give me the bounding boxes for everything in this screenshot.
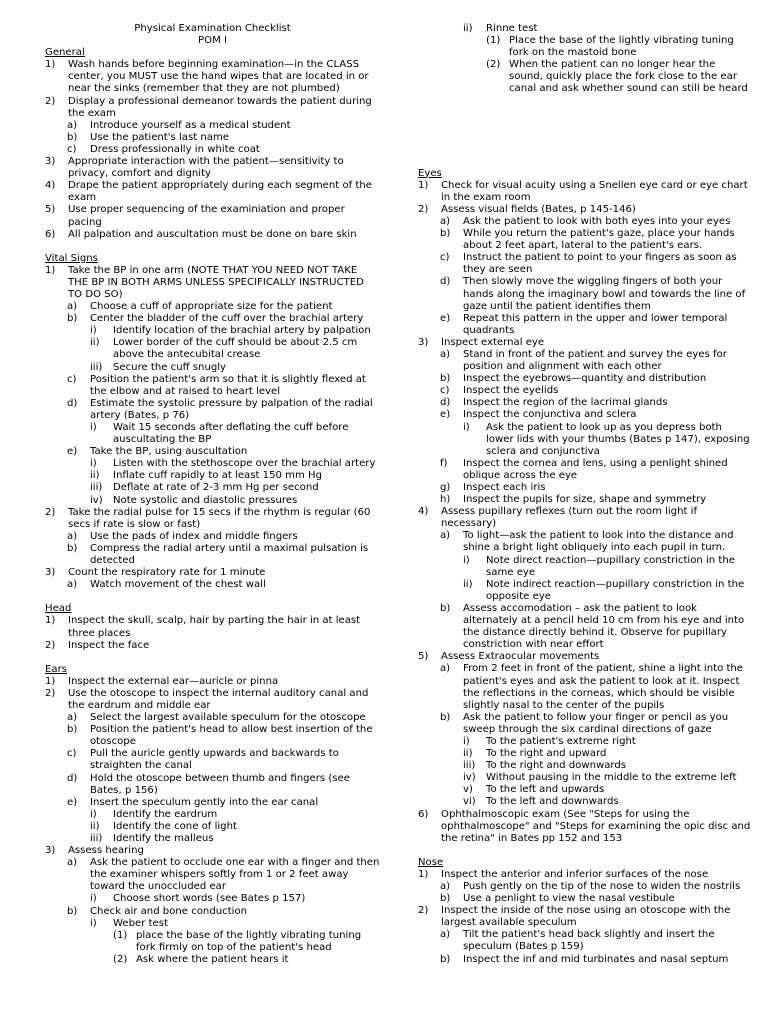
list-item-marker: b)	[440, 373, 451, 385]
list-item-marker: b)	[440, 893, 451, 905]
list-item	[418, 663, 752, 711]
spacer	[45, 241, 380, 253]
list-item-text: Repeat this pattern in the upper and lower temporal quadrants	[463, 312, 728, 336]
list-item-text: Use a penlight to view the nasal vestibule	[463, 893, 675, 905]
list-item-text: Inspect the skull, scalp, hair by parting the hair in at least three places	[68, 615, 361, 639]
list-item-text: Take the BP, using auscultation	[90, 446, 248, 458]
right-column-body	[418, 23, 752, 966]
list-item-text: Without pausing in the middle to the extreme left	[486, 772, 737, 784]
list-item-marker: 6)	[45, 228, 56, 240]
list-item-text: Drape the patient appropriately during each segment of the exam	[68, 180, 372, 204]
list-item	[45, 640, 380, 652]
list-item-text: Dress professionally in white coat	[90, 143, 260, 155]
list-item-text: Inspect the eyelids	[463, 385, 559, 397]
list-item-marker: i)	[463, 735, 470, 747]
list-item-marker: 2)	[418, 203, 429, 215]
list-item	[418, 712, 752, 736]
list-item-marker: a)	[440, 348, 451, 360]
list-item-text: Identify the cone of light	[113, 820, 237, 832]
list-item	[418, 869, 752, 881]
list-item	[418, 954, 752, 966]
list-item	[418, 482, 752, 494]
list-item-text: While you return the patient's gaze, place your hands about 2 feet apart, lateral to the patient's ears.	[463, 228, 735, 252]
list-item-marker: 4)	[45, 180, 56, 192]
list-item-marker: 2)	[45, 506, 56, 518]
list-item-text: Compress the radial artery until a maximal pulsation is detected	[90, 542, 369, 567]
list-item	[45, 845, 380, 857]
spacer	[418, 96, 752, 108]
list-item-marker: a)	[440, 881, 451, 892]
list-item-text: Weber test	[113, 917, 168, 929]
list-item-marker: (2)	[113, 953, 128, 965]
spacer	[418, 120, 752, 132]
list-item-text: Note systolic and diastolic pressures	[113, 494, 298, 506]
list-item-text: Ask the patient to look up as you depress both lower lids with your thumbs (Bates p 147), exposing sclera and conjunctiva	[486, 421, 750, 457]
list-item-text: Use the patient's last name	[90, 131, 230, 143]
list-item	[418, 422, 752, 458]
list-item-marker: a)	[440, 929, 451, 941]
list-item	[418, 337, 752, 349]
list-item	[418, 760, 752, 772]
list-item-marker: iii)	[90, 361, 103, 373]
list-item-marker: i)	[463, 421, 470, 433]
list-item	[45, 96, 380, 120]
list-item-marker: c)	[440, 385, 450, 397]
list-item-text: Check for visual acuity using a Snellen eye card or eye chart in the exam room	[441, 179, 748, 203]
list-item-marker: d)	[67, 772, 78, 784]
list-item-text: Listen with the stethoscope over the brachial artery	[113, 458, 376, 470]
list-item-marker: d)	[67, 397, 78, 409]
list-item	[418, 603, 752, 651]
list-item-text: Choose a cuff of appropriate size for the patient	[90, 301, 333, 313]
list-item	[418, 748, 752, 760]
list-item	[418, 651, 752, 663]
list-item-marker: f)	[440, 457, 448, 469]
list-item	[418, 409, 752, 421]
list-item	[418, 216, 752, 228]
list-item	[45, 797, 380, 809]
list-item-marker: b)	[67, 724, 78, 736]
list-item-marker: ii)	[90, 820, 100, 832]
list-item	[45, 918, 380, 930]
list-item-text: Identify the malleus	[113, 833, 214, 844]
list-item-text: Lower border of the cuff should be about 2.5 cm above the antecubital crease	[113, 337, 358, 361]
list-item-text: Inspect the anterior and inferior surfaces of the nose	[441, 868, 709, 880]
list-item	[418, 252, 752, 276]
list-item-text: Count the respiratory rate for 1 minute	[68, 567, 266, 579]
list-item-text: Use the otoscope to inspect the internal auditory canal and the eardrum and middle ear	[68, 687, 369, 711]
right-column	[418, 23, 752, 966]
list-item-marker: i)	[90, 808, 97, 820]
list-item-marker: iv)	[463, 772, 476, 784]
list-item	[418, 929, 752, 953]
list-item-text: Pull the auricle gently upwards and backwards to straighten the canal	[90, 748, 339, 772]
list-item-marker: b)	[67, 905, 78, 917]
list-item-marker: i)	[90, 893, 97, 905]
list-item-text: Inspect external eye	[441, 336, 545, 348]
list-item-text: Insert the speculum gently into the ear canal	[90, 796, 319, 808]
list-item-marker: 4)	[418, 506, 429, 518]
list-item-marker: e)	[440, 409, 451, 421]
list-item	[418, 736, 752, 748]
list-item-text: From 2 feet in front of the patient, shine a light into the patient's eyes and ask the patient to look at it. Inspect the reflections in the corneas, which should be visible slightly nasal to the center of the pupils	[463, 663, 744, 711]
list-item-text: Inflate cuff rapidly to at least 150 mm Hg	[113, 470, 323, 482]
list-item-marker: v)	[463, 784, 473, 796]
list-item-text: Hold the otoscope between thumb and fingers (see Bates, p 156)	[90, 772, 350, 796]
list-item-text: Use proper sequencing of the examiniation and proper pacing	[68, 204, 345, 228]
list-item	[45, 362, 380, 374]
list-item-marker: b)	[440, 953, 451, 965]
list-item	[418, 893, 752, 905]
list-item	[418, 809, 752, 845]
list-item	[45, 543, 380, 567]
list-item-text: Inspect the pupils for size, shape and symmetry	[463, 494, 707, 506]
list-item	[45, 930, 380, 954]
list-item-marker: (1)	[486, 35, 501, 47]
list-item-text: Ask the patient to occlude one ear with a finger and then the examiner whispers softly from 1 or 2 feet away toward the unoccluded ear	[90, 857, 380, 893]
list-item-marker: a)	[67, 530, 78, 542]
list-item	[45, 337, 380, 361]
list-item-text: Inspect the region of the lacrimal glands	[463, 397, 668, 409]
list-item-marker: 1)	[45, 675, 56, 687]
list-item-marker: 3)	[45, 567, 56, 579]
list-item	[45, 229, 380, 241]
list-item-text: To the left and upwards	[486, 784, 605, 796]
list-item-marker: 3)	[418, 336, 429, 348]
list-item	[45, 688, 380, 712]
list-item-text: Secure the cuff snugly	[113, 361, 227, 373]
list-item	[45, 579, 380, 591]
list-item	[45, 773, 380, 797]
list-item-text: Inspect the eyebrows—quantity and distribution	[463, 373, 707, 385]
list-item-marker: i)	[90, 458, 97, 470]
section-heading: Nose	[418, 856, 444, 868]
list-item-marker: a)	[67, 857, 78, 869]
list-item-marker: 2)	[418, 905, 429, 917]
list-item-marker: (2)	[486, 59, 501, 71]
section-heading: Ears	[45, 663, 67, 675]
list-item-marker: i)	[463, 554, 470, 566]
list-item-text: Position the patient's arm so that it is slightly flexed at the elbow and at raised to heart level	[90, 373, 366, 397]
list-item-text: place the base of the lightly vibrating tuning fork firmly on top of the patient's head	[136, 929, 362, 953]
list-item-marker: b)	[440, 711, 451, 723]
list-item-marker: ii)	[463, 23, 473, 34]
document-title: Physical Examination Checklist	[134, 23, 291, 34]
list-item	[45, 180, 380, 204]
list-item-text: Identify location of the brachial artery by palpation	[113, 325, 371, 337]
list-item-text: Assess visual fields (Bates, p 145-146)	[441, 203, 636, 215]
spacer	[418, 144, 752, 156]
list-item-marker: h)	[440, 494, 451, 506]
list-item-marker: c)	[67, 373, 77, 385]
left-column	[45, 23, 380, 966]
list-item	[45, 446, 380, 458]
list-item-text: Note direct reaction—pupillary constriction in the same eye	[486, 554, 735, 578]
list-item	[418, 276, 752, 312]
list-item-text: Ophthalmoscopic exam (See "Steps for using the ophthalmoscope" and "Steps for examining the opic disc and the retina" in Bates pp 152 and 153	[441, 808, 751, 844]
list-item-text: Rinne test	[486, 23, 538, 34]
list-item-text: Ask the patient to follow your finger or pencil as you sweep through the six cardinal directions of gaze	[463, 711, 729, 735]
list-item-marker: i)	[90, 917, 97, 929]
list-item	[45, 313, 380, 325]
list-item-text: Check air and bone conduction	[90, 905, 248, 917]
list-item	[45, 374, 380, 398]
list-item-marker: a)	[67, 301, 78, 313]
list-item-text: All palpation and auscultation must be done on bare skin	[68, 228, 357, 240]
list-item	[45, 204, 380, 228]
list-item-text: To light—ask the patient to look into the distance and shine a bright light obliquely into each pupil in turn.	[463, 530, 734, 554]
list-item-text: Wait 15 seconds after deflating the cuff before auscultating the BP	[113, 422, 349, 446]
list-item	[45, 567, 380, 579]
list-item-marker: a)	[440, 215, 451, 227]
list-item	[45, 712, 380, 724]
list-item	[418, 784, 752, 796]
list-item-marker: 3)	[45, 845, 56, 857]
list-item	[418, 506, 752, 530]
list-item-marker: d)	[440, 276, 451, 288]
list-item-marker: 5)	[418, 651, 429, 663]
list-item	[45, 265, 380, 301]
list-item	[45, 120, 380, 132]
list-item	[418, 772, 752, 784]
list-item-text: Inspect the face	[68, 639, 150, 651]
spacer	[418, 845, 752, 857]
list-item-marker: e)	[440, 312, 451, 324]
list-item-text: Place the base of the lightly vibrating tuning fork on the mastoid bone	[509, 35, 734, 59]
list-item	[45, 893, 380, 905]
list-item-marker: (1)	[113, 929, 128, 941]
list-item-marker: a)	[440, 663, 451, 675]
list-item	[418, 35, 752, 59]
list-item-text: Position the patient's head to allow best insertion of the otoscope	[90, 724, 373, 748]
list-item	[45, 615, 380, 639]
list-item	[418, 59, 752, 95]
list-item-text: Wash hands before beginning examination—in the CLASS center, you MUST use the hand wipes that are located in or near the sinks (remember that they are not plumbed)	[68, 59, 369, 95]
list-item-marker: 1)	[418, 868, 429, 880]
list-item	[418, 204, 752, 216]
list-item	[418, 385, 752, 397]
list-item-text: To the patient's extreme right	[486, 735, 636, 747]
list-item-marker: c)	[440, 252, 450, 264]
list-item-text: Identify the eardrum	[113, 808, 218, 820]
list-item-text: Ask the patient to look with both eyes into your eyes	[463, 215, 731, 227]
list-item-text: Choose short words (see Bates p 157)	[113, 893, 306, 905]
list-item-marker: 2)	[45, 639, 56, 651]
list-item-text: Center the bladder of the cuff over the brachial artery	[90, 313, 364, 325]
list-item-marker: a)	[67, 712, 78, 724]
list-item-marker: 1)	[45, 59, 56, 71]
list-item	[45, 325, 380, 337]
list-item-text: Inspect the conjunctiva and sclera	[463, 409, 637, 421]
spacer	[418, 108, 752, 120]
list-item-marker: b)	[440, 602, 451, 614]
list-item-marker: d)	[440, 397, 451, 409]
list-item-text: Introduce yourself as a medical student	[90, 119, 291, 131]
list-item-text: Then slowly move the wiggling fingers of both your hands along the imaginary bowl and towards the line of gaze until the patient identifies them	[463, 276, 746, 312]
list-item	[45, 954, 380, 966]
list-item	[418, 458, 752, 482]
list-item-marker: 6)	[418, 808, 429, 820]
list-item-marker: iv)	[90, 494, 103, 506]
list-item-marker: 1)	[45, 615, 56, 627]
section-heading: Head	[45, 603, 72, 615]
spacer	[45, 652, 380, 664]
list-item	[45, 59, 380, 95]
list-item-marker: i)	[90, 325, 97, 337]
list-item-text: Select the largest available speculum for the otoscope	[90, 712, 366, 724]
list-item-text: To the left and downwards	[486, 796, 619, 808]
list-item-text: Display a professional demeanor towards the patient during the exam	[68, 95, 372, 119]
list-item-text: Note indirect reaction—pupillary constriction in the opposite eye	[486, 578, 745, 602]
list-item-marker: b)	[67, 542, 78, 554]
list-item	[418, 180, 752, 204]
list-item-text: Assess pupillary reflexes (turn out the room light if necessary)	[441, 506, 698, 530]
list-item	[45, 809, 380, 821]
section-heading: Eyes	[418, 167, 442, 179]
list-item-marker: 1)	[418, 179, 429, 191]
list-item-marker: ii)	[90, 470, 100, 482]
list-item-marker: 5)	[45, 204, 56, 216]
list-item-marker: g)	[440, 482, 451, 493]
list-item-text: Take the radial pulse for 15 secs if the rhythm is regular (60 secs if rate is slow or fast)	[68, 506, 371, 530]
list-item-text: Assess accomodation – ask the patient to look alternately at a pencil held 10 cm from his eye and into the distance directly behind it. Observe for pupillary constriction with near effort	[463, 602, 745, 651]
list-item	[45, 531, 380, 543]
list-item-text: Tilt the patient's head back slightly and insert the speculum (Bates p 159)	[463, 929, 715, 953]
list-item-marker: 2)	[45, 95, 56, 107]
list-item-text: Use the pads of index and middle fingers	[90, 530, 298, 542]
list-item	[418, 349, 752, 373]
document-subtitle: POM I	[198, 35, 227, 47]
list-item-text: Estimate the systolic pressure by palpation of the radial artery (Bates, p 76)	[90, 397, 373, 421]
list-item-text: Inspect the inf and mid turbinates and nasal septum	[463, 953, 729, 965]
list-item-marker: 2)	[45, 687, 56, 699]
list-item-text: Inspect the inside of the nose using an otoscope with the largest available speculum	[441, 905, 731, 929]
list-item-text: Appropriate interaction with the patient—sensitivity to privacy, comfort and dignity	[68, 156, 344, 180]
list-item	[45, 906, 380, 918]
list-item-marker: vi)	[463, 796, 476, 808]
list-item	[45, 482, 380, 494]
list-item-text: Ask where the patient hears it	[136, 953, 289, 965]
list-item	[45, 676, 380, 688]
spacer	[45, 591, 380, 603]
list-item-marker: b)	[67, 131, 78, 143]
list-item-marker: c)	[67, 143, 77, 155]
list-item-text: Watch movement of the chest wall	[90, 579, 266, 591]
list-item	[418, 494, 752, 506]
list-item-text: When the patient can no longer hear the sound, quickly place the fork close to the ear canal and ask whether sound can still be heard	[509, 59, 748, 95]
list-item-text: Stand in front of the patient and survey the eyes for position and alignment with each other	[463, 348, 727, 373]
list-item-text: Push gently on the tip of the nose to widen the nostrils	[463, 881, 741, 892]
spacer	[418, 132, 752, 144]
list-item-marker: a)	[440, 530, 451, 542]
list-item	[418, 555, 752, 579]
list-item	[45, 422, 380, 446]
list-item	[45, 144, 380, 156]
list-item	[45, 458, 380, 470]
list-item	[418, 228, 752, 252]
list-item	[45, 132, 380, 144]
list-item-marker: c)	[67, 748, 77, 760]
list-item-marker: ii)	[463, 578, 473, 590]
list-item	[418, 530, 752, 554]
list-item-text: Assess hearing	[68, 845, 144, 857]
list-item-marker: ii)	[463, 748, 473, 760]
list-item-text: Instruct the patient to point to your fingers as soon as they are seen	[463, 252, 737, 276]
list-item-marker: iii)	[90, 833, 103, 844]
list-item	[418, 796, 752, 808]
list-item	[418, 373, 752, 385]
list-item	[45, 495, 380, 507]
list-item-marker: iii)	[90, 482, 103, 494]
list-item-marker: e)	[67, 446, 78, 458]
list-item	[45, 748, 380, 772]
list-item-text: To the right and upward	[486, 748, 607, 760]
list-item-text: To the right and downwards	[486, 760, 627, 772]
section-heading: General	[45, 47, 85, 59]
list-item-marker: e)	[67, 796, 78, 808]
list-item	[45, 833, 380, 845]
section-heading: Vital Signs	[45, 252, 98, 264]
list-item-text: Take the BP in one arm (NOTE THAT YOU NEED NOT TAKE THE BP IN BOTH ARMS UNLESS SPECIFICALLY INSTRUCTED TO DO SO)	[68, 264, 364, 300]
list-item-marker: a)	[67, 119, 78, 131]
list-item-marker: 3)	[45, 156, 56, 168]
list-item	[418, 579, 752, 603]
list-item-text: Assess Extraocular movements	[441, 651, 600, 663]
list-item-marker: iii)	[463, 760, 476, 772]
list-item-text: Deflate at rate of 2-3 mm Hg per second	[113, 482, 319, 494]
list-item	[418, 23, 752, 35]
list-item	[418, 397, 752, 409]
list-item-text: Inspect the external ear—auricle or pinna	[68, 675, 279, 687]
list-item	[45, 857, 380, 893]
list-item-marker: ii)	[90, 337, 100, 349]
list-item-text: Inspect the cornea and lens, using a penlight shined oblique across the eye	[463, 457, 728, 481]
list-item	[45, 398, 380, 422]
list-item-marker: b)	[67, 313, 78, 325]
list-item	[418, 905, 752, 929]
left-column-body	[45, 47, 380, 966]
list-item	[45, 470, 380, 482]
list-item-marker: b)	[440, 228, 451, 240]
list-item	[45, 821, 380, 833]
list-item	[45, 156, 380, 180]
list-item-marker: 1)	[45, 264, 56, 276]
spacer	[418, 156, 752, 168]
list-item	[45, 507, 380, 531]
list-item-text: Inspect each iris	[463, 482, 546, 493]
list-item-marker: i)	[90, 422, 97, 433]
list-item	[418, 313, 752, 337]
list-item-marker: a)	[67, 579, 78, 591]
list-item	[45, 301, 380, 313]
list-item	[418, 881, 752, 893]
list-item	[45, 724, 380, 748]
